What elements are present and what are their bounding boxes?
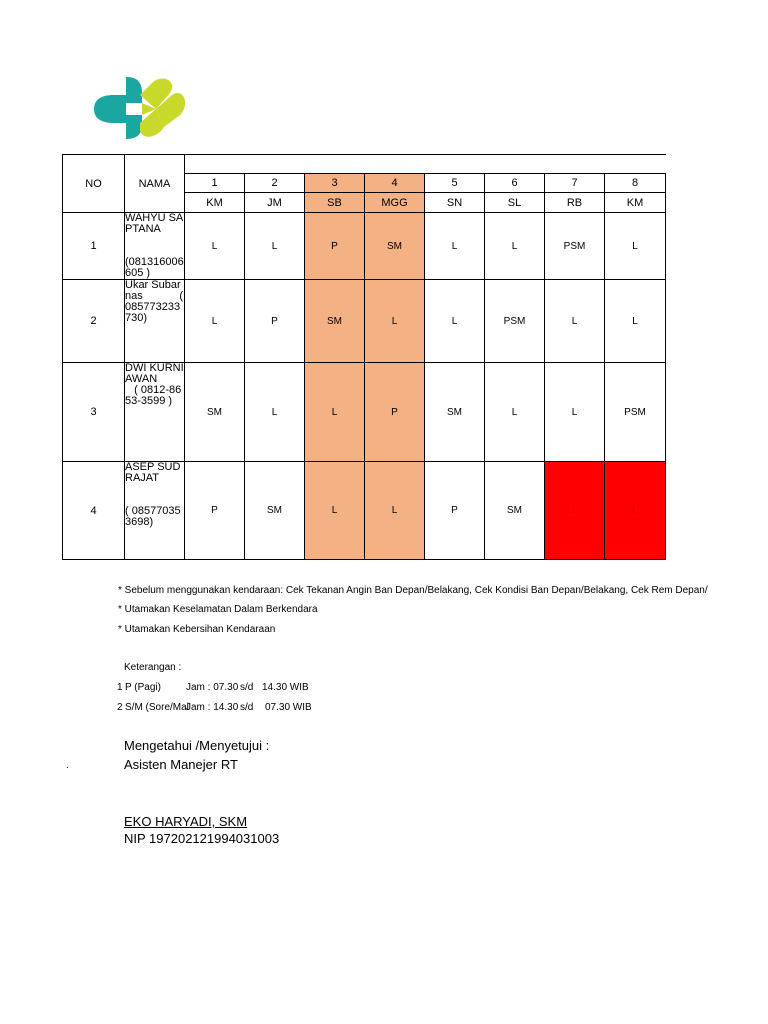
shift-cell-day-7: L [545, 462, 605, 560]
shift-cell-day-6: SM [485, 462, 545, 560]
day-number-1: 1 [185, 174, 245, 193]
shift-cell-day-1: L [185, 280, 245, 363]
shift-cell-day-5: SM [425, 363, 485, 462]
shift-cell-day-7: L [545, 363, 605, 462]
note-safety: * Utamakan Keselamatan Dalam Berkendara [118, 604, 318, 615]
shift-cell-day-2: L [245, 363, 305, 462]
shift-cell-day-3: L [305, 462, 365, 560]
day-number-6: 6 [485, 174, 545, 193]
stray-dot: . [66, 760, 69, 771]
table-row [63, 462, 666, 560]
shift-cell-day-7: PSM [545, 213, 605, 280]
shift-cell-day-4: SM [365, 213, 425, 280]
day-abbr-6: SL [485, 193, 545, 213]
shift-cell-day-3: SM [305, 280, 365, 363]
table-row [63, 363, 666, 462]
row-number: 2 [63, 280, 125, 363]
shift-cell-day-6: L [485, 213, 545, 280]
shift-cell-day-5: P [425, 462, 485, 560]
keterangan-label-2: S/M (Sore/Mal [125, 702, 189, 713]
signer-name: EKO HARYADI, SKM [124, 814, 248, 829]
day-abbr-1: KM [185, 193, 245, 213]
keterangan-num-1: 1 [117, 682, 123, 693]
header-name: NAMA [125, 155, 185, 213]
row-number: 3 [63, 363, 125, 462]
shift-cell-day-5: L [425, 213, 485, 280]
keterangan-end-1: 14.30 WIB [262, 682, 309, 693]
day-abbr-8: KM [605, 193, 666, 213]
shift-cell-day-6: PSM [485, 280, 545, 363]
shift-cell-day-4: L [365, 280, 425, 363]
day-number-5: 5 [425, 174, 485, 193]
shift-cell-day-6: L [485, 363, 545, 462]
note-cleanliness: * Utamakan Kebersihan Kendaraan [118, 624, 276, 635]
shift-cell-day-3: L [305, 363, 365, 462]
shift-cell-day-4: L [365, 462, 425, 560]
header-no: NO [63, 155, 125, 213]
employee-name: WAHYU SAPTANA (081316006605 ) [125, 212, 184, 279]
day-abbr-2: JM [245, 193, 305, 213]
shift-cell-day-3: P [305, 213, 365, 280]
employee-name: DWI KURNIAWAN ( 0812-8653-3599 ) [125, 362, 184, 407]
shift-cell-day-2: P [245, 280, 305, 363]
keterangan-sd-1: s/d [240, 682, 254, 693]
day-abbr-3: SB [305, 193, 365, 213]
keterangan-num-2: 2 [117, 702, 123, 713]
shift-cell-day-8: PSM [605, 363, 666, 462]
approval-label: Mengetahui /Menyetujui : [124, 738, 270, 753]
employee-name: Ukar Subarnas ( 085773233730) [125, 279, 187, 324]
shift-cell-day-1: SM [185, 363, 245, 462]
shift-cell-day-2: SM [245, 462, 305, 560]
shift-cell-day-5: L [425, 280, 485, 363]
shift-cell-day-1: L [185, 213, 245, 280]
shift-cell-day-8: L [605, 462, 666, 560]
shift-cell-day-1: P [185, 462, 245, 560]
row-number: 1 [63, 213, 125, 280]
day-abbr-4: MGG [365, 193, 425, 213]
employee-name-cell [125, 363, 185, 462]
keterangan-title: Keterangan : [124, 662, 182, 673]
table-row [63, 213, 666, 280]
day-number-4: 4 [365, 174, 425, 193]
day-abbr-5: SN [425, 193, 485, 213]
header-blank-band [185, 155, 666, 174]
keterangan-end-2: 07.30 WIB [265, 702, 312, 713]
keterangan-jam-2: Jam : 14.30 [186, 702, 239, 713]
employee-name: ASEP SUDRAJAT ( 085770353698) [125, 461, 181, 528]
day-number-8: 8 [605, 174, 666, 193]
signer-nip: NIP 197202121994031003 [124, 831, 280, 846]
keterangan-jam-1: Jam : 07.30 [186, 682, 239, 693]
shift-cell-day-8: L [605, 213, 666, 280]
row-number: 4 [63, 462, 125, 560]
employee-name-cell [125, 280, 185, 363]
logo-image [92, 75, 188, 141]
shift-cell-day-2: L [245, 213, 305, 280]
shift-cell-day-8: L [605, 280, 666, 363]
keterangan-label-1: P (Pagi) [125, 682, 161, 693]
day-number-3: 3 [305, 174, 365, 193]
note-vehicle-check: * Sebelum menggunakan kendaraan: Cek Tekanan Angin Ban Depan/Belakang, Cek Kondisi Ban Depan/Belakang, Cek Rem Depan/ [118, 585, 708, 596]
day-number-7: 7 [545, 174, 605, 193]
schedule-table [62, 154, 666, 560]
employee-name-cell [125, 462, 185, 560]
table-row [63, 280, 666, 363]
keterangan-sd-2: s/d [240, 702, 254, 713]
employee-name-cell [125, 213, 185, 280]
day-number-2: 2 [245, 174, 305, 193]
shift-cell-day-4: P [365, 363, 425, 462]
day-abbr-7: RB [545, 193, 605, 213]
approver-title: Asisten Manejer RT [124, 757, 238, 772]
shift-cell-day-7: L [545, 280, 605, 363]
